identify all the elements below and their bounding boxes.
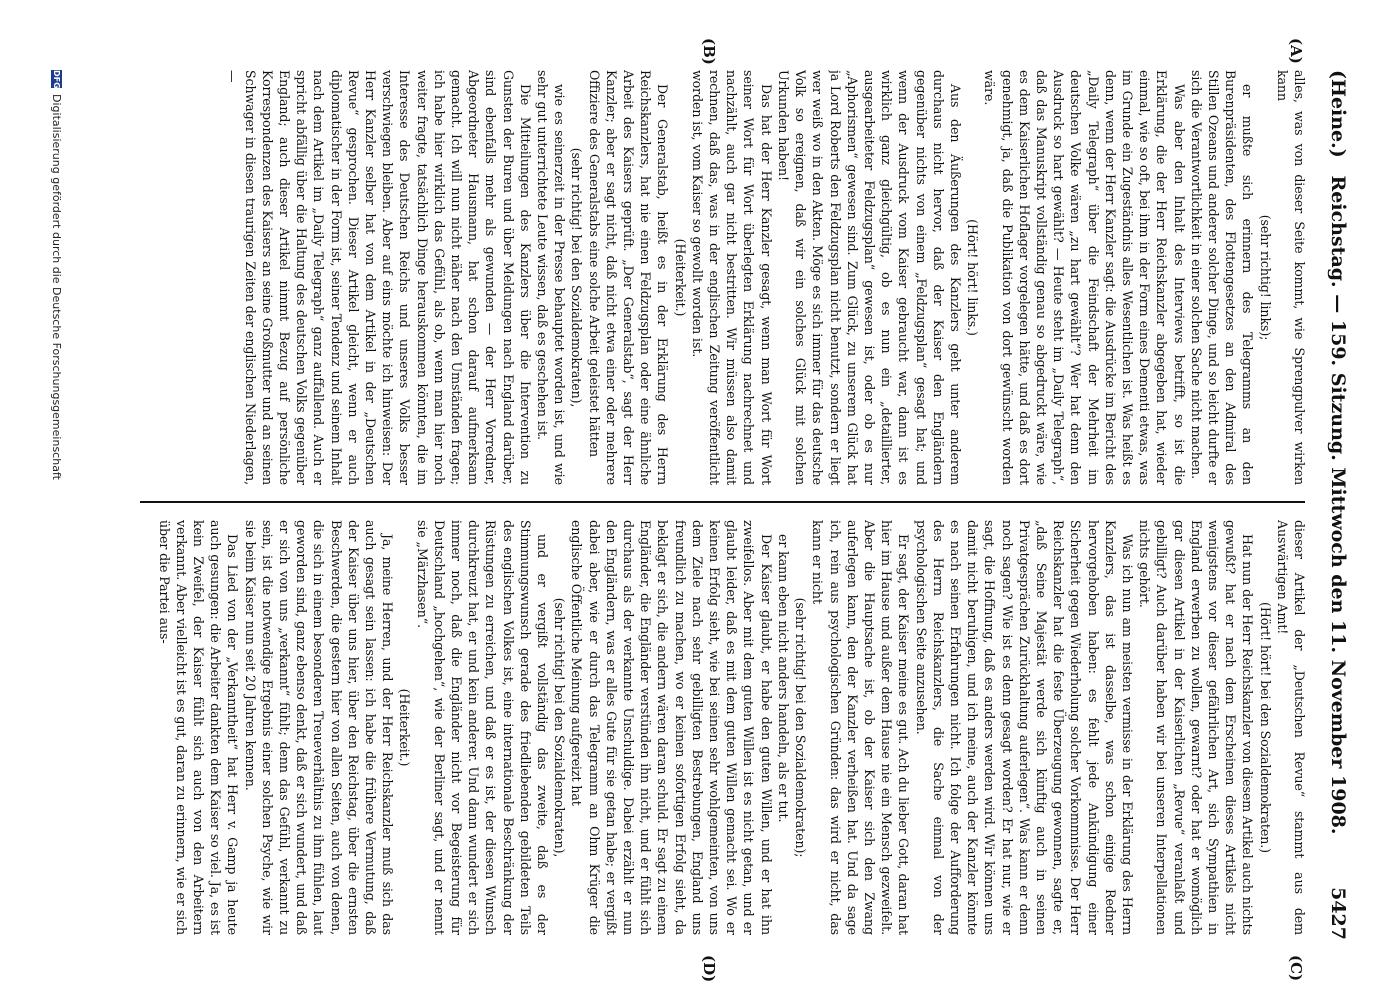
paragraph: er kann eben nicht anders handeln, als er tut. xyxy=(775,534,791,823)
paragraph: wie es seinerzeit in der Presse behauptet worden ist, und wie sehr gut unterrichtete Leute wissen, daß es geschehen ist. xyxy=(535,70,568,485)
page-footer xyxy=(50,70,63,940)
margin-mark-c: (C) xyxy=(1287,955,1305,982)
margin-mark-a: (A) xyxy=(1287,38,1305,64)
paragraph: Er sagt, der Kaiser meine es gut. Ach du lieber Gott, daran hat hier im Hause und außer dem Hause nie ein Mensch gezweifelt. Aber die Hauptsache ist, ob der Kaiser sich den Zwang auferlegen kann, den der Kanzler verheißen hat. Und da sage ich, rein aus psychologischen Gründen: das wird er nicht, das kann er nicht xyxy=(810,520,912,935)
paragraph: und er vergißt vollständig das zweite, daß es der Stimmungswunsch gerade des friedliebenden gebildeten Teils des englischen Volkes ist, eine internationale Beschränkung der Rüstungen zu erreichen, und daß er es ist, der diesen Wunsch durchkreuzt hat, er und kein anderer. Und dann wundert er sich immer noch, daß die Engländer nicht vor Begeisterung für Deutschland „hochgehen“, wie der Berliner sagt, und er nennt sie „Märzhasen“. xyxy=(414,520,551,935)
interjection: (Heiterkeit.) xyxy=(672,238,688,317)
paragraph: Der Kaiser glaubt, er habe den guten Willen, und er hat ihn zweifellos. Aber mit dem guten Willen ist es nicht getan, und er glaubt leider, daß es mit dem guten Willen gemacht sei. Wo er keinen Erfolg sieht, wie bei seinen sehr wohlgemeinten, von uns dem Ziele nach sehr gebilligten Bestrebungen, England uns freundlich zu machen, wo er keinen sofortigen Erfolg sieht, da beklagt er sich, die andern wären daran schuld. Er sagt zu einem Engländer, die Engländer verstünden ihn nicht, und er fühlt sich durchaus als der verkannte Unschuldige. Dabei erzählt er nun den Engländern, was er alles Gute für sie getan habe; er vergißt dabei aber, wie er durch das Telegramm an Ohm Krüger die englische Öffentliche Meinung aufgereizt hat xyxy=(569,520,774,935)
paragraph: Das hat der Herr Kanzler gesagt, wenn man Wort für Wort seiner Wort für Wort überlegten Erklärung nachrechnet und nachzählt, auch gar nicht bestritten. Wir müssen also damit rechnen, daß das, was in der englischen Zeitung veröffentlicht worden ist, vom Kaiser so gewollt worden ist. xyxy=(689,70,774,485)
interjection: (Hört! hört! bei den Sozialdemokraten.) xyxy=(1257,602,1273,853)
speaker-label: (Heine.) xyxy=(1327,70,1349,158)
page-number: 5427 xyxy=(1327,887,1349,940)
paragraph: Hat nun der Herr Reichskanzler von diesem Artikel auch nichts gewußt? hat er nach dem Erscheinen dieses Artikels nicht wenigstens vor dieser gefährlichen Art, sich Sympathien in England erwerben zu wollen, gewarnt? oder hat er womöglich gar diesen Artikel in der Kaiserlichen „Revue“ veranlaßt und gebilligt? Auch darüber haben wir bei unseren Interpellationen nichts gehört. xyxy=(1137,520,1256,935)
interjection: (sehr richtig! bei den Sozialdemokraten), xyxy=(552,597,568,858)
paragraph: dieser Artikel der „Deutschen Revue“ stammt aus dem Auswärtigen Amt! xyxy=(1274,520,1307,935)
paragraph: Die Mitteilungen des Kanzlers über die Intervention zu Gunsten der Buren und über Meldungen nach England darüber, sind ebenfalls mehr als gewunden — der Herr Vorredner, Abgeordneter Hausmann, hat schon darauf aufmerksam gemacht. Ich will nun nicht näher nach den Umständen fragen; ich habe hier wirklich das Gefühl, als ob, wenn man hier noch weiter fragte, tatsächlich Dinge herauskommen könnten, die im Interesse des Deutschen Reichs und unseres Volks besser verschwiegen bleiben. Aber auf eins möchte ich hinweisen: Der Herr Kanzler selber hat von dem Artikel in der „Deutschen Revue“ gesprochen. Dieser Artikel gleicht, wenn er auch diplomatischer in der Form ist, seiner Tendenz und seinem Inhalt nach dem Artikel im „Daily Telegraph“ ganz auffallend. Auch er spricht abfällig über die Haltung des deutschen Volks gegenüber England; auch dieser Artikel nimmt Bezug auf persönliche Korrespondenzen des Kaisers an seine Großmutter und an seinen Schwager in diesen traurigen Zeiten der englischen Niederlagen, — xyxy=(225,70,533,485)
interjection: (Heiterkeit.) xyxy=(397,688,413,767)
interjection: (sehr richtig! bei den Sozialdemokraten); xyxy=(793,597,809,858)
margin-mark-b: (B) xyxy=(700,38,718,65)
right-text-column xyxy=(138,520,1308,935)
interjection: (Hört! hört! links.) xyxy=(965,219,981,336)
left-text-column xyxy=(138,70,1308,485)
paragraph: Was ich nun am meisten vermisse in der Erklärung des Herrn Kanzlers, das ist dasselbe, was schon einige Redner hervorgehoben haben: es fehlt jede Ankündigung einer Sicherheit gegen Wiederholung solcher Vorkommnisse. Der Herr Reichskanzler hat die feste Überzeugung gewonnen, sagte er, „daß Seine Majestät werde sich künftig auch in seinen Privatgesprächen Zurückhaltung auferlegen“. Was kann er denn noch sagen? Wie ist es denn gesagt worden? Er hat nur, wie er sagt, die Hoffnung, daß es anders werden wird. Wir können uns damit nicht beruhigen, und ich meine, auch der Kanzler könnte es nach seinen Erfahrungen nicht. Ich folge der Aufforderung des Herrn Reichskanzlers, die Sache einmal von der psychologischen Seite anzusehen. xyxy=(913,520,1135,935)
interjection: (sehr richtig! bei den Sozialdemokraten), xyxy=(569,147,585,408)
paragraph: alles, was von dieser Seite kommt, wie Sprengpulver wirken kann xyxy=(1274,70,1307,485)
funding-credit: Digitalisierung gefördert durch die Deutsche Forschungsgemeinschaft xyxy=(50,94,63,480)
paragraph: Aus den Äußerungen des Kanzlers geht unter anderem durchaus nicht hervor, daß der Kaiser den Engländern gegenüber nichts von einem „Feldzugsplan“ gesagt hat; und wenn der Ausdruck vom Kaiser gebraucht war, dann ist es wirklich ganz gleichgültig, ob es nun ein „detaillierter, ausgearbeiteter Feldzugsplan“ gewesen ist, oder ob es nur „Aphorismen“ gewesen sind. Zum Glück, zu unserem Glück hat ja Lord Roberts den Feldzugsplan nicht benutzt, sondern er liegt wer weiß wo in den Akten. Möge es sich immer für das deutsche Volk so ereignen, daß wir ein solches Glück mit solchen Urkunden haben! xyxy=(775,70,963,485)
paragraph: Ja, meine Herren, und der Herr Reichskanzler muß sich das auch gesagt sein lassen: ich habe die frühere Vermutung, daß der Kaiser über uns hier, über den Reichstag, über die ernsten Beschwerden, die gestern hier von allen Seiten, auch von denen, die sich in einem besonderen Treueverhältnis zu ihm fühlen, laut geworden sind, ganz ebenso denkt, daß er sich wundert, und daß er sich von uns „verkannt“ fühlt; denn das Gefühl, verkannt zu sein, ist die notwendige Ergebnis einer solchen Psyche, wie wir sie beim Kaiser nun seit 20 Jahren kennen. xyxy=(242,520,396,935)
paragraph: Der Generalstab, heißt es in der Erklärung des Herrn Reichskanzlers, hat nie einen Feldzugsplan oder eine ähnliche Arbeit des Kaisers geprüft. „Der Generalstab“, sagt der Herr Kanzler; aber er sagt nicht, daß nicht etwa einer oder mehrere Offiziere des Generalstabs eine solche Arbeit geleistet hätten xyxy=(586,70,671,485)
dfg-logo: DFG xyxy=(52,70,61,89)
page-header xyxy=(1315,70,1355,940)
session-title: Reichstag. — 159. Sitzung. Mittwoch den 11. November 1908. xyxy=(1327,175,1349,835)
paragraph: er mußte sich erinnern des Telegramms an den Burenpräsidenten, des Flottengesetzes an den Admiral des Stillen Ozeans und anderer solcher Dinge, und so leicht durfte er sich die Verantwortlichkeit in einer solchen Sache nicht machen. xyxy=(1188,70,1256,485)
paragraph: Was aber den Inhalt des Interviews betrifft, so ist die Erklärung, die der Herr Reichskanzler abgegeben hat, wieder einmal, wie so oft, bei ihm in der Form eines Dementi etwas, was im Grunde ein Zugeständnis alles Wesentlichen ist. Was heißt es denn, wenn der Herr Kanzler sagt: die Ausdrücke im Bericht des „Daily Telegraph“ über die Feindschaft der Mehrheit im deutschen Volke wären „zu hart gewählt“? Wer hat denn den Ausdruck so hart gewählt? — Heute steht im „Daily Telegraph“, daß das Manuskript vollständig genau so abgedruckt wäre, wie es dem Kaiserlichen Hoflager vorgelegen hätte, und daß es dort genehmigt, ja, daß die Publikation von dort gewünscht worden wäre. xyxy=(982,70,1187,485)
interjection: (sehr richtig! links); xyxy=(1257,214,1273,341)
margin-mark-d: (D) xyxy=(700,955,718,983)
column-divider xyxy=(140,501,1305,503)
paragraph: Das Lied von der „Verkanntheit“ hat Herr v. Gamp ja heute auch gesungen: die Arbeiter dankten dem Kaiser so viel. Ja, es ist kein Zweifel, der Kaiser fühlt sich auch von den Arbeitern verkannt. Aber vielleicht ist es gut, daran zu erinnern, wie er sich über die Partei aus- xyxy=(156,520,241,935)
